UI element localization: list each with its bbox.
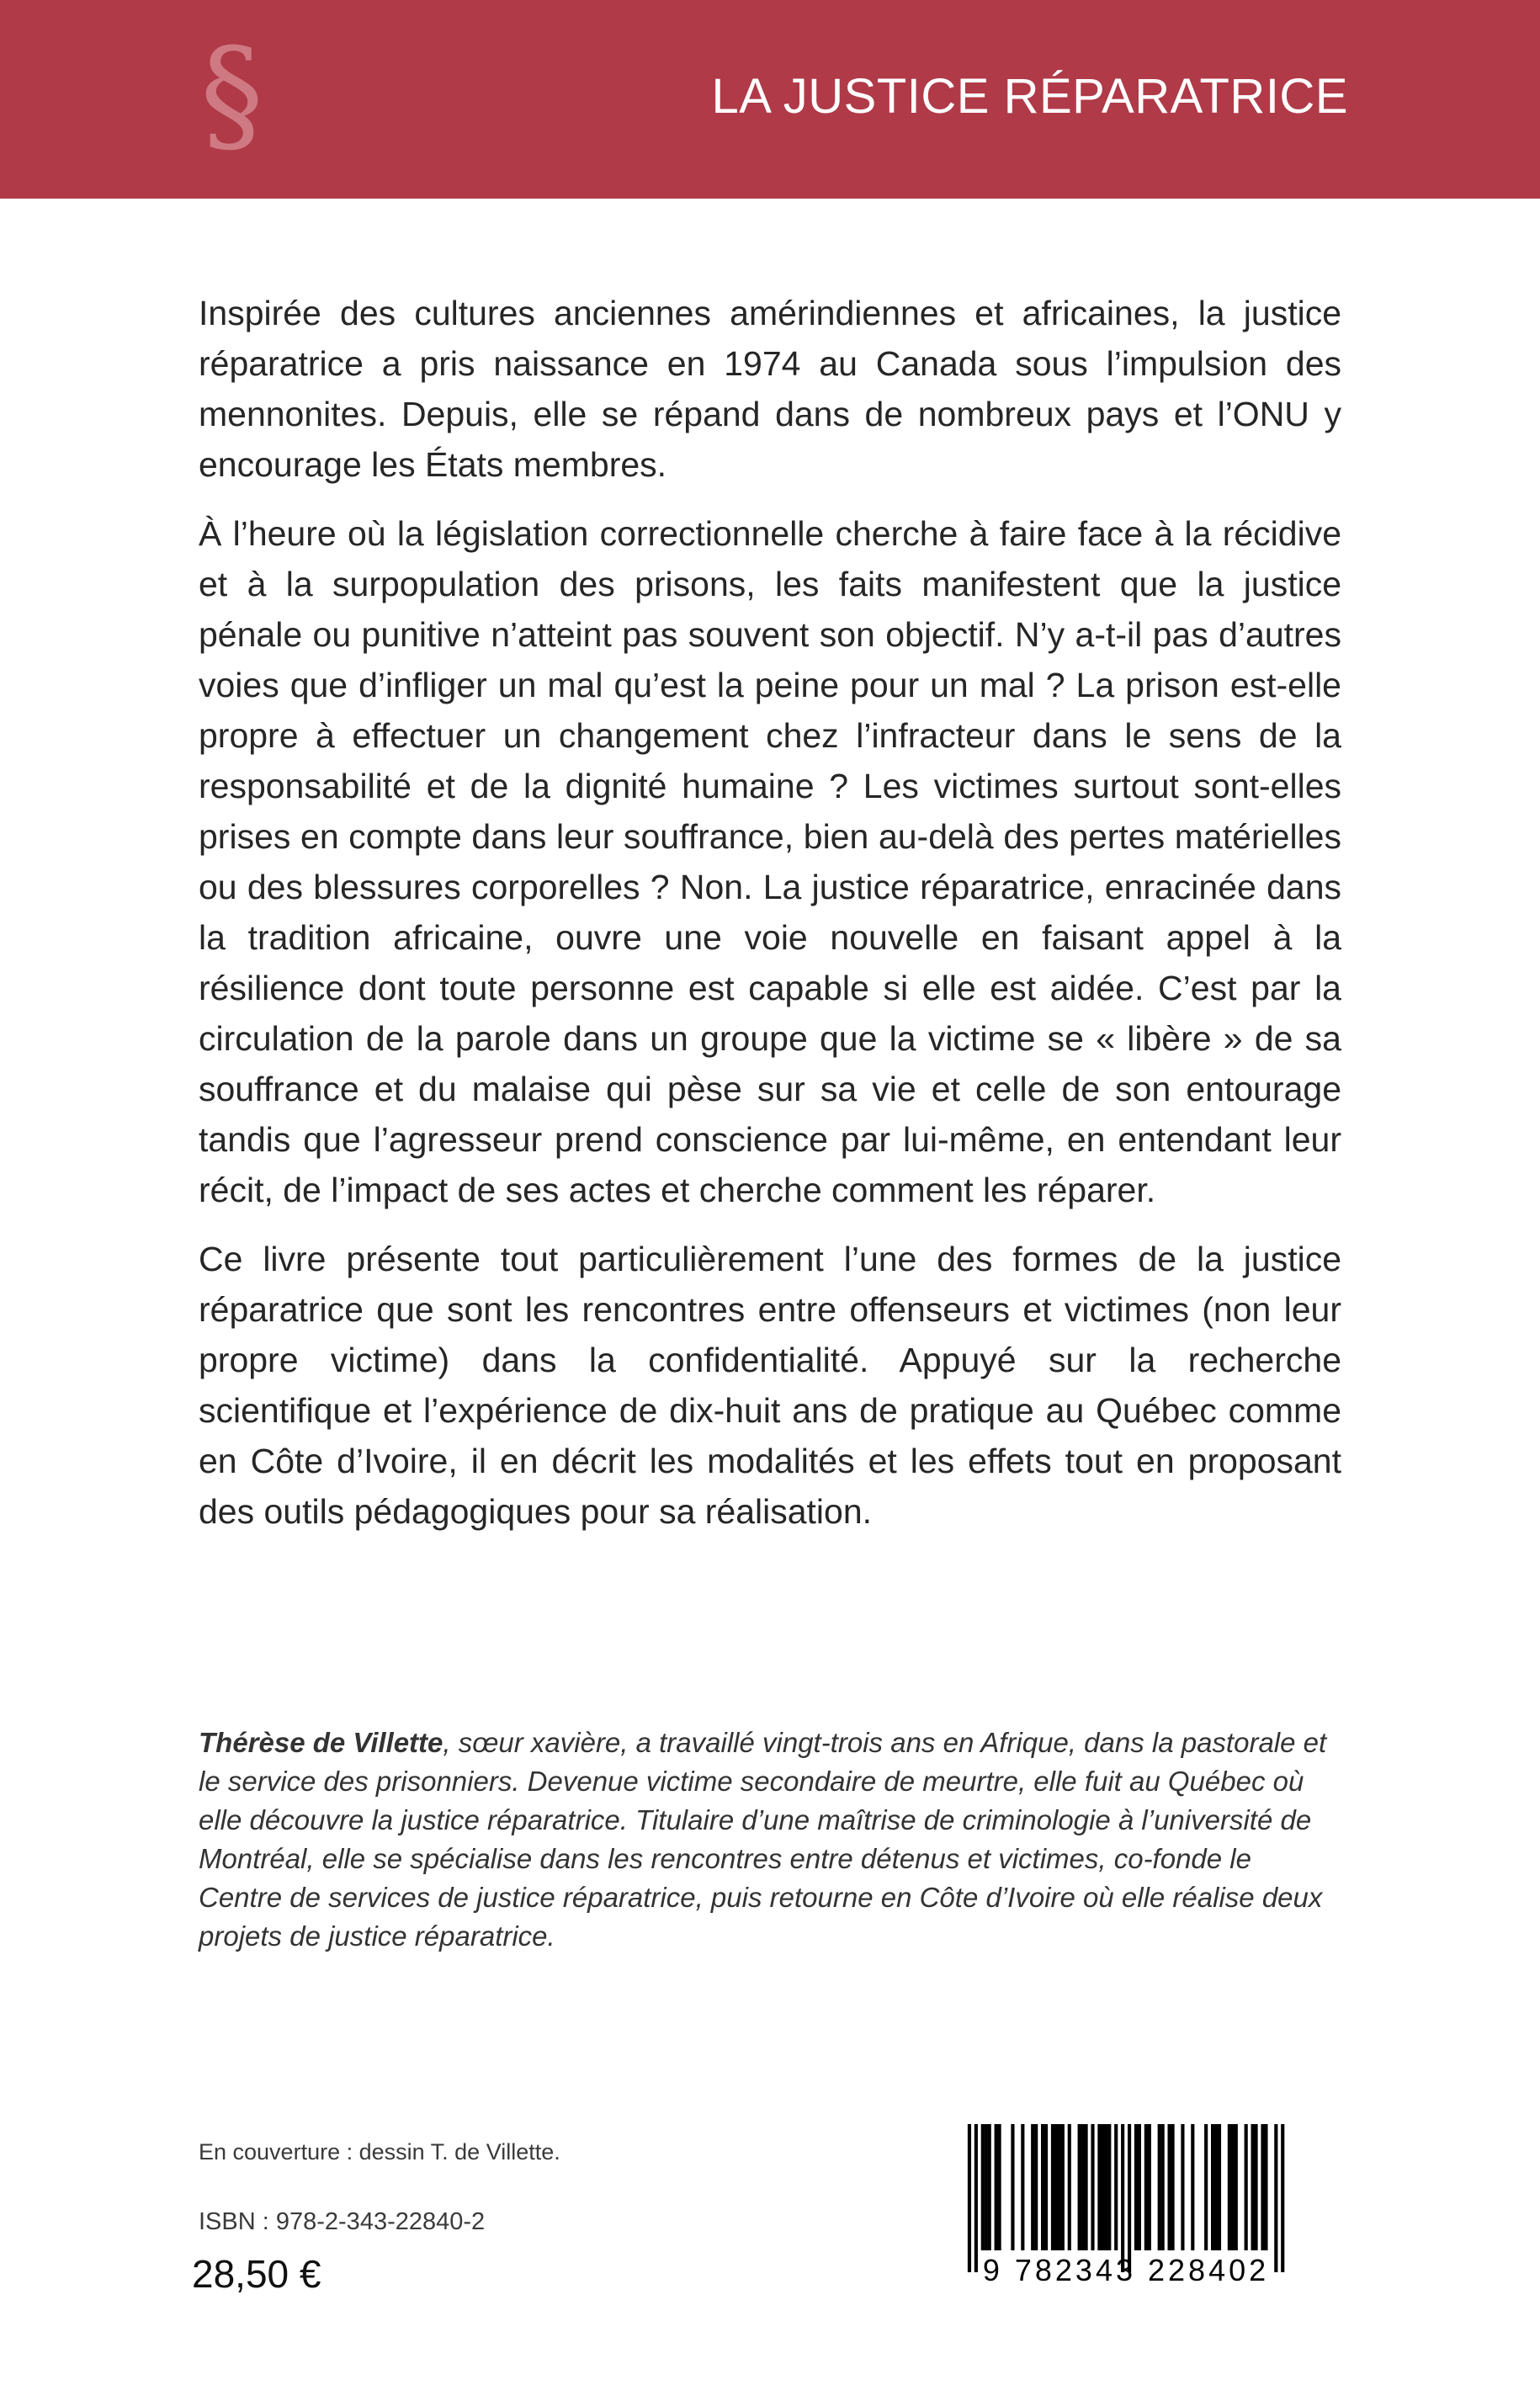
cover-credit: En couverture : dessin T. de Villette. [199,2139,560,2165]
barcode-bar [1121,2124,1124,2272]
barcode-bar [1144,2124,1148,2250]
back-cover-blurb [199,288,1341,1555]
barcode-bar [1235,2124,1238,2250]
barcode-bar [1204,2124,1208,2250]
barcode-bar [1171,2124,1174,2250]
barcode-bar [1281,2124,1284,2272]
barcode-bar [1148,2124,1151,2250]
barcode-bar [1138,2124,1141,2250]
barcode-bar [1214,2124,1218,2250]
barcode-bar [1091,2124,1094,2250]
barcode-digits: 9 782343 228402 [982,2253,1270,2287]
blurb-paragraph-2: À l’heure où la législation correctionnelle cherche à faire face à la récidive et à la surpopulation des prisons, les faits manifestent que la justice pénale ou punitive n’atteint pas souvent son objectif. N’y a-t-il pas d’autres voies que d’infliger un mal qu’est la peine pour un mal ? La prison est-elle propre à effectuer un changement chez l’infracteur dans le sens de la responsabilité et de la dignité humaine ? Les victimes surtout sont-elles prises en compte dans leur souffrance, bien au-delà des pertes matérielles ou des blessures corporelles ? Non. La justice réparatrice, enracinée dans la tradition africaine, ouvre une voie nouvelle en faisant appel à la résilience dont toute personne est capable si elle est aidée. C’est par la circulation de la parole dans un groupe que la victime se « libère » de sa souffrance et du malaise qui pèse sur sa vie et celle de son entourage tandis que l’agresseur prend conscience par lui-même, en entendant leur récit, de l’impact de ses actes et cherche comment les réparer. [199,514,1341,1209]
barcode-bar [1158,2124,1161,2250]
price: 28,50 € [192,2252,321,2296]
barcode-bar [981,2124,985,2250]
barcode-bar [1128,2124,1131,2272]
barcode-bar [1044,2124,1048,2250]
barcode-bar [1104,2124,1107,2250]
barcode-bar [1097,2124,1101,2250]
barcode-bar [1041,2124,1044,2250]
author-bio-body: , sœur xavière, a travaillé vingt-trois ans en Afrique, dans la pastorale et le service des prisonniers. Devenue victime secondaire de meurtre, elle fuit au Québec où elle découvre la justice réparatrice. Titulaire d’une maîtrise de criminologie à l’université de Montréal, elle se spécialise dans les rencontres entre détenus et victimes, co-fonde le Centre de services de justice réparatrice, puis retourne en Côte d’Ivoire où elle réalise deux projets de justice réparatrice. [199,1727,1327,1952]
barcode-bar [1211,2124,1214,2250]
header-band [0,0,1540,199]
barcode-bar [1011,2124,1014,2250]
barcode-bar [1085,2124,1088,2250]
barcode-bar [1051,2124,1054,2250]
blurb-paragraph-3: Ce livre présente tout particulièrement l’une des formes de la justice réparatrice que sont les rencontres entre offenseurs et victimes (non leur propre victime) dans la confidentialité. Appuyé sur la recherche scientifique et l’expérience de dix-huit ans de pratique au Québec comme en Côte d’Ivoire, il en décrit les modalités et les effets tout en proposant des outils pédagogiques pour sa réalisation. [199,1240,1341,1531]
barcode-bar [1114,2124,1118,2250]
barcode-bar [1218,2124,1221,2250]
barcode-bar [1261,2124,1264,2250]
blurb-paragraph-1: Inspirée des cultures anciennes amérindiennes et africaines, la justice réparatrice a pris naissance en 1974 au Canada sous l’impulsion des mennonites. Depuis, elle se répand dans de nombreux pays et l’ONU y encourage les États membres. [199,294,1341,484]
barcode-bar [1274,2124,1277,2272]
barcode-bar [1264,2124,1267,2250]
barcode-bar [1231,2124,1235,2250]
barcode-bar [1081,2124,1085,2250]
barcode-bar [1078,2124,1081,2250]
barcode-bar [998,2124,1001,2250]
barcode-bar [1251,2124,1255,2250]
isbn: ISBN : 978-2-343-22840-2 [199,2208,486,2235]
barcode-bar [995,2124,998,2250]
barcode-bar [1168,2124,1171,2250]
barcode-bar [1191,2124,1194,2250]
barcode-bar [968,2124,971,2272]
barcode-bar [1068,2124,1071,2250]
barcode-bar [1058,2124,1061,2250]
section-sign-icon: § [200,22,263,168]
author-name: Thérèse de Villette [199,1727,443,1758]
series-title: LA JUSTICE RÉPARATRICE [711,69,1348,124]
barcode-bar [1161,2124,1165,2250]
barcode-bar [1031,2124,1034,2250]
barcode-bar [1245,2124,1248,2250]
barcode-bar [1054,2124,1058,2250]
barcode-bar [985,2124,988,2250]
barcode-bar [1181,2124,1184,2250]
barcode-bar [1021,2124,1024,2250]
barcode-bar [1101,2124,1104,2250]
barcode-bar [1107,2124,1111,2250]
author-bio [199,1724,1341,1956]
barcode-bar [974,2124,978,2272]
barcode-bar [1228,2124,1231,2250]
barcode-bar [988,2124,991,2250]
author-bio-text [199,1724,1341,1956]
barcode-bar [1034,2124,1038,2250]
barcode-bar [1134,2124,1138,2250]
barcode-bar [1254,2124,1257,2250]
barcode-bar [1061,2124,1065,2250]
